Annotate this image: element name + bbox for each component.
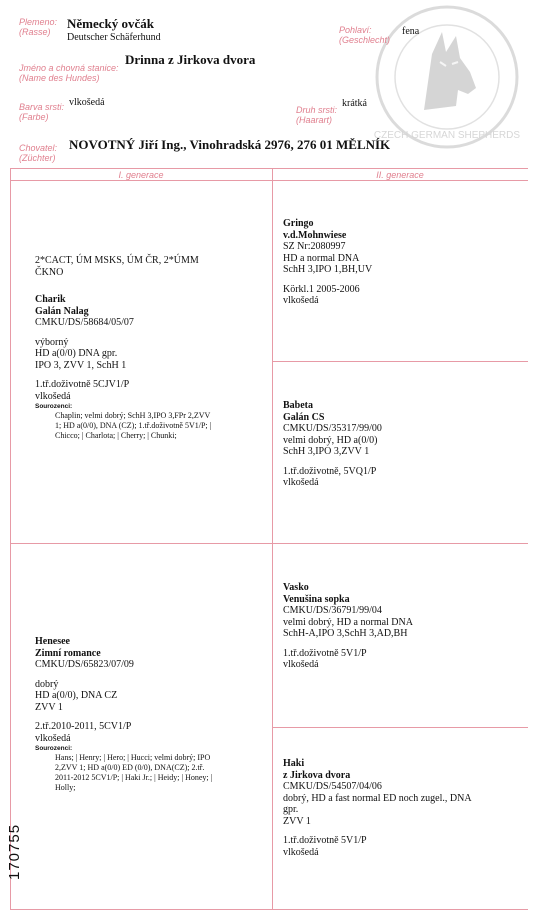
header-divider — [10, 168, 528, 169]
generation-header-divider — [10, 180, 528, 181]
dam-siblings-line: Hans; | Henry; | Hero; | Hucci; velmi dobrý; IPO — [55, 753, 211, 762]
breed-value-de: Deutscher Schäferhund — [67, 32, 161, 43]
sire-sire-color: vlkošedá — [283, 295, 319, 306]
dam-dam-entry — [283, 758, 472, 858]
breeder-value: NOVOTNÝ Jiří Ing., Vinohradská 2976, 276 01 MĚLNÍK — [69, 137, 391, 152]
sire-grandparents-divider — [272, 361, 528, 362]
breed-label: Plemeno: (Rasse) — [19, 17, 58, 37]
dam-dam-health-cont: gpr. — [283, 804, 299, 815]
dam-sire-reg: CMKU/DS/36791/99/04 — [283, 605, 382, 616]
breed-value: Německý ovčák — [67, 16, 155, 31]
bottom-border — [10, 909, 528, 910]
dam-entry — [35, 636, 212, 793]
dam-reg: CMKU/DS/65823/07/09 — [35, 659, 134, 670]
sire-color: vlkošedá — [35, 390, 71, 402]
sire-sire-entry — [283, 218, 372, 307]
dam-dam-color: vlkošedá — [283, 846, 319, 858]
dam-dam-health: dobrý, HD a fast normal ED noch zugel., DNA — [283, 792, 472, 804]
dam-dam-name: Haki — [283, 758, 305, 769]
sire-reg: CMKU/DS/58684/05/07 — [35, 317, 134, 328]
sire-siblings-line: 1; HD a(0/0), DNA (CZ); 1.tř.doživotně 5V1/P; | — [55, 421, 212, 430]
dam-sire-health: velmi dobrý, HD a normal DNA — [283, 616, 413, 628]
hair-label: Druh srsti: (Haarart) — [296, 105, 338, 125]
sire-dam-color: vlkošedá — [283, 477, 319, 488]
dam-breeding: 2.tř.2010-2011, 5CV1/P — [35, 721, 132, 732]
sire-exams: IPO 3, ZVV 1, SchH 1 — [35, 359, 127, 371]
dam-dam-kennel: z Jirkova dvora — [283, 769, 351, 781]
dam-siblings-line: Holly; — [55, 783, 76, 792]
first-generation-label: I. generace — [118, 170, 164, 180]
dam-sire-color: vlkošedá — [283, 659, 319, 670]
dam-grandparents-divider — [272, 727, 528, 728]
sire-dam-exams: SchH 3,IPO 3,ZVV 1 — [283, 446, 370, 457]
sire-sire-reg: SZ Nr:2080997 — [283, 241, 346, 252]
dam-sire-exams: SchH-A,IPO 3,SchH 3,AD,BH — [283, 628, 408, 639]
sex-value: fena — [402, 26, 420, 37]
serial-number: 170755 — [6, 823, 23, 880]
dam-health: HD a(0/0), DNA CZ — [35, 690, 118, 701]
sire-health: HD a(0/0) DNA gpr. — [35, 348, 118, 359]
dam-dam-exams: ZVV 1 — [283, 815, 311, 827]
dam-color: vlkošedá — [35, 732, 71, 744]
sire-titles: 2*CACT, ÚM MSKS, ÚM ČR, 2*ÚMM — [35, 255, 199, 266]
sire-dam-health: velmi dobrý, HD a(0/0) — [283, 434, 378, 446]
sire-siblings-line: Chaplin; velmi dobrý; SchH 3,IPO 3,FPr 2,ZVV — [55, 411, 211, 420]
sire-dam-reg: CMKU/DS/35317/99/00 — [283, 423, 382, 434]
dam-exams: ZVV 1 — [35, 701, 63, 713]
sire-rating: výborný — [35, 336, 69, 348]
sire-siblings-label: Sourozenci: — [35, 403, 73, 410]
sire-sire-breeding: Körkl.1 2005-2006 — [283, 283, 360, 295]
hair-value: krátká — [342, 98, 367, 109]
sire-dam-kennel: Galán CS — [283, 411, 325, 423]
dog-name-label: Jméno a chovná stanice: (Name des Hundes) — [19, 63, 119, 83]
sire-sire-health: HD a normal DNA — [283, 252, 360, 264]
dam-rating: dobrý — [35, 678, 59, 690]
dam-sire-name: Vasko — [283, 582, 309, 593]
sire-dam-breeding: 1.tř.doživotně, 5VQ1/P — [283, 465, 377, 477]
sire-titles-cont: ČKNO — [35, 266, 64, 278]
dam-sire-entry — [283, 582, 413, 671]
dam-dam-breeding: 1.tř.doživotně 5V1/P — [283, 835, 367, 846]
dam-siblings-label: Sourozenci: — [35, 745, 73, 752]
sire-dam-name: Babeta — [283, 400, 313, 411]
color-value: vlkošedá — [69, 97, 105, 108]
sire-breeding: 1.tř.doživotně 5CJV1/P — [35, 379, 130, 390]
parents-divider — [10, 543, 528, 544]
dam-sire-breeding: 1.tř.doživotně 5V1/P — [283, 647, 367, 659]
sire-siblings-line: Chicco; | Charlota; | Cherry; | Chunki; — [55, 431, 177, 440]
left-border — [10, 168, 11, 910]
color-label: Barva srsti: (Farbe) — [19, 102, 65, 122]
dam-dam-reg: CMKU/DS/54507/04/06 — [283, 781, 382, 792]
sire-kennel: Galán Nalag — [35, 305, 89, 317]
dam-sire-kennel: Venušina sopka — [283, 593, 350, 605]
sire-dam-entry — [283, 400, 382, 489]
dog-name-value: Drinna z Jirkova dvora — [125, 52, 256, 67]
second-generation-label: II. generace — [376, 170, 424, 180]
sire-sire-name: Gringo — [283, 218, 314, 229]
dam-siblings-line: 2,ZVV 1; HD a(0/0) ED (0/0), DNA(CZ); 2.tř. — [55, 763, 205, 772]
sex-label: Pohlaví: (Geschlecht) — [339, 25, 391, 45]
dam-name: Henesee — [35, 636, 70, 647]
svg-text:CZECH GERMAN SHEPHERDS: CZECH GERMAN SHEPHERDS — [373, 130, 521, 141]
sire-sire-kennel: v.d.Mohnwiese — [283, 229, 347, 241]
dam-kennel: Zimní romance — [35, 647, 101, 659]
sire-name: Charik — [35, 294, 66, 305]
kennel-seal-watermark — [372, 2, 522, 152]
generation-divider — [272, 168, 273, 910]
dam-siblings-line: 2011-2012 5CV1/P; | Haki Jr.; | Heidy; | Honey; | — [55, 773, 213, 782]
breeder-label: Chovatel: (Züchter) — [19, 143, 58, 163]
sire-sire-exams: SchH 3,IPO 1,BH,UV — [283, 264, 373, 275]
sire-entry — [35, 255, 211, 441]
